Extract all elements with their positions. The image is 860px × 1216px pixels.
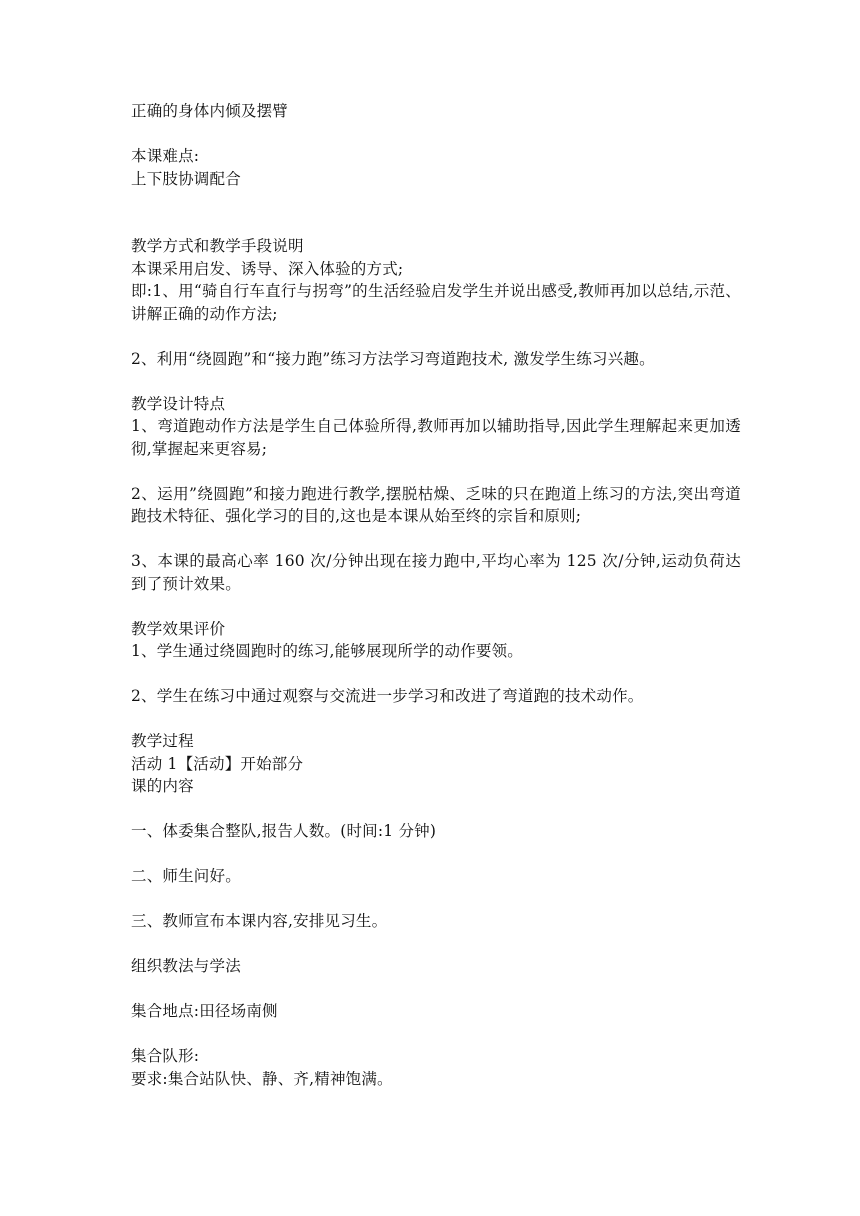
heading-difficulty: 本课难点:	[131, 147, 200, 165]
text-requirements: 要求:集合站队快、静、齐,精神饱满。	[131, 1069, 393, 1088]
heading-lesson-content: 课的内容	[131, 777, 194, 795]
text-difficulty: 上下肢协调配合	[131, 169, 241, 188]
document-body	[131, 100, 741, 1090]
text-methods-1: 即:1、用“骑自行车直行与拐弯”的生活经验启发学生并说出感受,教师再加以总结,示范、讲解正确的动作方法;	[131, 282, 741, 323]
text-evaluation-2: 2、学生在练习中通过观察与交流进一步学习和改进了弯道跑的技术动作。	[131, 687, 644, 705]
text-feature-1: 1、弯道跑动作方法是学生自己体验所得,教师再加以辅助指导,因此学生理解起来更加透彻,掌握起来更容易;	[131, 417, 741, 458]
heading-key-points: 正确的身体内倾及摆臂	[131, 102, 289, 120]
text-methods-intro: 本课采用启发、诱导、深入体验的方式;	[131, 259, 404, 278]
heading-evaluation: 教学效果评价	[131, 619, 226, 638]
text-feature-2: 2、运用”绕圆跑”和接力跑进行教学,摆脱枯燥、乏味的只在跑道上练习的方法,突出弯道跑技术特征、强化学习的目的,这也是本课从始至终的宗旨和原则;	[131, 484, 741, 525]
activity-title: 活动 1【活动】开始部分	[131, 754, 304, 773]
text-assembly-location: 集合地点:田径场南侧	[131, 1002, 278, 1020]
heading-design-features: 教学设计特点	[131, 394, 226, 413]
text-feature-3: 3、本课的最高心率 160 次/分钟出现在接力跑中,平均心率为 125 次/分钟,运动负荷达到了预计效果。	[131, 552, 741, 593]
text-assembly-formation: 集合队形:	[131, 1047, 200, 1065]
text-methods-2: 2、利用“绕圆跑”和“接力跑”练习方法学习弯道跑技术, 激发学生练习兴趣。	[131, 349, 655, 368]
content-item-1: 一、体委集合整队,报告人数。(时间:1 分钟)	[131, 822, 437, 840]
heading-organization: 组织教法与学法	[131, 957, 241, 975]
content-item-2: 二、师生问好。	[131, 867, 241, 885]
content-item-3: 三、教师宣布本课内容,安排见习生。	[131, 912, 388, 930]
heading-teaching-methods: 教学方式和教学手段说明	[131, 237, 304, 255]
text-evaluation-1: 1、学生通过绕圆跑时的练习,能够展现所学的动作要领。	[131, 642, 523, 660]
heading-teaching-process: 教学过程	[131, 732, 194, 750]
